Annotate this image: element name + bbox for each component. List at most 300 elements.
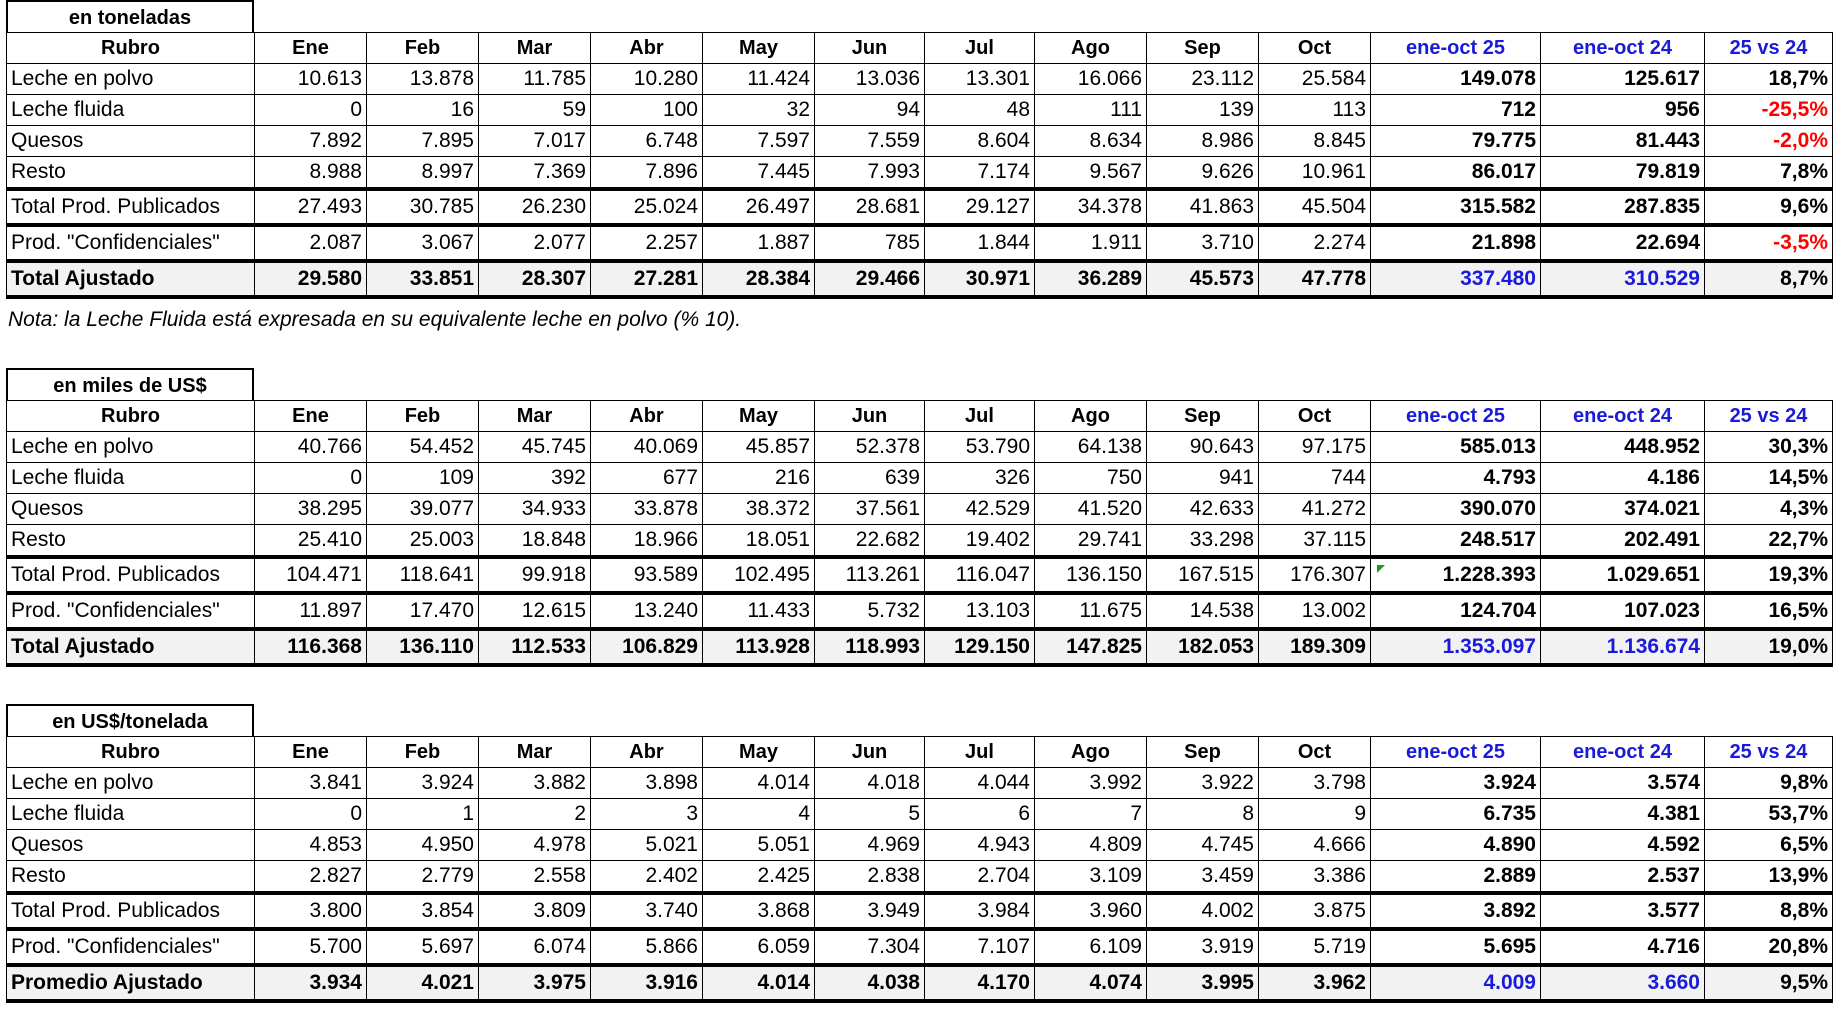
month-value: 45.857 — [703, 432, 815, 463]
month-value: 3.882 — [479, 768, 591, 799]
month-value: 28.681 — [815, 189, 925, 225]
month-value: 45.504 — [1259, 189, 1371, 225]
total-2025: 3.892 — [1371, 893, 1541, 929]
month-value: 2.077 — [479, 225, 591, 261]
table-row — [7, 261, 1833, 297]
month-value: 116.047 — [925, 557, 1035, 593]
column-header: 25 vs 24 — [1705, 737, 1833, 768]
month-value: 7.559 — [815, 126, 925, 157]
column-header: Rubro — [7, 737, 255, 768]
month-value: 7.892 — [255, 126, 367, 157]
month-value: 3.922 — [1147, 768, 1259, 799]
total-2024: 4.592 — [1541, 830, 1705, 861]
month-value: 29.127 — [925, 189, 1035, 225]
month-value: 136.110 — [367, 629, 479, 665]
pct-change: 7,8% — [1705, 157, 1833, 190]
table-row — [7, 965, 1833, 1001]
pct-change: -2,0% — [1705, 126, 1833, 157]
month-value: 2.274 — [1259, 225, 1371, 261]
month-value: 112.533 — [479, 629, 591, 665]
month-value: 10.613 — [255, 64, 367, 95]
month-value: 33.878 — [591, 494, 703, 525]
total-2024: 4.381 — [1541, 799, 1705, 830]
month-value: 7 — [1035, 799, 1147, 830]
month-value: 7.445 — [703, 157, 815, 190]
total-2024: 287.835 — [1541, 189, 1705, 225]
month-value: 7.174 — [925, 157, 1035, 190]
month-value: 41.272 — [1259, 494, 1371, 525]
month-value: 8.988 — [255, 157, 367, 190]
month-value: 3.949 — [815, 893, 925, 929]
unit-label: en miles de US$ — [6, 368, 254, 400]
month-value: 25.584 — [1259, 64, 1371, 95]
month-value: 8.604 — [925, 126, 1035, 157]
month-value: 109 — [367, 463, 479, 494]
month-value: 47.778 — [1259, 261, 1371, 297]
month-value: 4.809 — [1035, 830, 1147, 861]
row-label: Total Ajustado — [7, 629, 255, 665]
month-value: 2.402 — [591, 861, 703, 894]
month-value: 10.280 — [591, 64, 703, 95]
pct-change: 6,5% — [1705, 830, 1833, 861]
month-value: 7.369 — [479, 157, 591, 190]
column-header: Oct — [1259, 33, 1371, 64]
total-2024: 1.029.651 — [1541, 557, 1705, 593]
month-value: 28.307 — [479, 261, 591, 297]
month-value: 116.368 — [255, 629, 367, 665]
row-label: Quesos — [7, 126, 255, 157]
month-value: 13.036 — [815, 64, 925, 95]
column-header: Oct — [1259, 737, 1371, 768]
month-value: 4.014 — [703, 965, 815, 1001]
row-label: Leche fluida — [7, 95, 255, 126]
pct-change: 8,7% — [1705, 261, 1833, 297]
month-value: 106.829 — [591, 629, 703, 665]
month-value: 0 — [255, 95, 367, 126]
table-row — [7, 64, 1833, 95]
month-value: 3.740 — [591, 893, 703, 929]
column-header: Feb — [367, 401, 479, 432]
month-value: 3.960 — [1035, 893, 1147, 929]
total-2024: 1.136.674 — [1541, 629, 1705, 665]
pct-change: 19,3% — [1705, 557, 1833, 593]
month-value: 1 — [367, 799, 479, 830]
total-2024: 107.023 — [1541, 593, 1705, 629]
column-header: Ago — [1035, 737, 1147, 768]
month-value: 16.066 — [1035, 64, 1147, 95]
month-value: 4.950 — [367, 830, 479, 861]
pct-change: 14,5% — [1705, 463, 1833, 494]
pct-change: 9,5% — [1705, 965, 1833, 1001]
month-value: 3.809 — [479, 893, 591, 929]
total-2025: 337.480 — [1371, 261, 1541, 297]
cell-marker-icon — [1377, 565, 1385, 573]
table-row — [7, 95, 1833, 126]
total-2025: 248.517 — [1371, 525, 1541, 558]
month-value: 3.916 — [591, 965, 703, 1001]
month-value: 7.107 — [925, 929, 1035, 965]
total-2024: 4.716 — [1541, 929, 1705, 965]
month-value: 744 — [1259, 463, 1371, 494]
month-value: 18.051 — [703, 525, 815, 558]
month-value: 5.021 — [591, 830, 703, 861]
total-2025: 21.898 — [1371, 225, 1541, 261]
row-label: Resto — [7, 861, 255, 894]
month-value: 8.634 — [1035, 126, 1147, 157]
total-2025: 585.013 — [1371, 432, 1541, 463]
month-value: 4.666 — [1259, 830, 1371, 861]
month-value: 39.077 — [367, 494, 479, 525]
total-2025: 5.695 — [1371, 929, 1541, 965]
pct-change: -3,5% — [1705, 225, 1833, 261]
total-2025: 1.228.393 — [1371, 557, 1541, 593]
total-2025: 124.704 — [1371, 593, 1541, 629]
month-value: 25.024 — [591, 189, 703, 225]
column-header: Abr — [591, 737, 703, 768]
month-value: 40.766 — [255, 432, 367, 463]
month-value: 3.868 — [703, 893, 815, 929]
month-value: 3.984 — [925, 893, 1035, 929]
month-value: 0 — [255, 799, 367, 830]
total-2024: 202.491 — [1541, 525, 1705, 558]
month-value: 2.425 — [703, 861, 815, 894]
table-row — [7, 525, 1833, 558]
month-value: 100 — [591, 95, 703, 126]
total-2024: 22.694 — [1541, 225, 1705, 261]
month-value: 2.779 — [367, 861, 479, 894]
month-value: 4.038 — [815, 965, 925, 1001]
pct-change: 22,7% — [1705, 525, 1833, 558]
pct-change: 8,8% — [1705, 893, 1833, 929]
month-value: 5.719 — [1259, 929, 1371, 965]
month-value: 4.018 — [815, 768, 925, 799]
month-value: 34.933 — [479, 494, 591, 525]
pct-change: 30,3% — [1705, 432, 1833, 463]
month-value: 7.896 — [591, 157, 703, 190]
column-header: ene-oct 24 — [1541, 33, 1705, 64]
month-value: 53.790 — [925, 432, 1035, 463]
column-header: Jun — [815, 401, 925, 432]
table-row — [7, 463, 1833, 494]
month-value: 9 — [1259, 799, 1371, 830]
total-2024: 2.537 — [1541, 861, 1705, 894]
column-header: Mar — [479, 737, 591, 768]
column-header: Ago — [1035, 33, 1147, 64]
month-value: 6.748 — [591, 126, 703, 157]
month-value: 111 — [1035, 95, 1147, 126]
month-value: 2.704 — [925, 861, 1035, 894]
total-2024: 4.186 — [1541, 463, 1705, 494]
month-value: 45.745 — [479, 432, 591, 463]
pct-change: 16,5% — [1705, 593, 1833, 629]
row-label: Resto — [7, 157, 255, 190]
row-label: Total Prod. Publicados — [7, 893, 255, 929]
month-value: 11.675 — [1035, 593, 1147, 629]
table-usd-tonelada — [6, 736, 1833, 1003]
month-value: 33.851 — [367, 261, 479, 297]
month-value: 4.021 — [367, 965, 479, 1001]
month-value: 8.845 — [1259, 126, 1371, 157]
row-label: Leche en polvo — [7, 768, 255, 799]
column-header: Sep — [1147, 33, 1259, 64]
total-2024: 125.617 — [1541, 64, 1705, 95]
month-value: 37.115 — [1259, 525, 1371, 558]
month-value: 11.785 — [479, 64, 591, 95]
month-value: 11.433 — [703, 593, 815, 629]
month-value: 4.853 — [255, 830, 367, 861]
month-value: 4.074 — [1035, 965, 1147, 1001]
table-row — [7, 126, 1833, 157]
column-header: Mar — [479, 401, 591, 432]
pct-change: 9,8% — [1705, 768, 1833, 799]
column-header: May — [703, 401, 815, 432]
month-value: 167.515 — [1147, 557, 1259, 593]
total-2025: 79.775 — [1371, 126, 1541, 157]
column-header: May — [703, 737, 815, 768]
month-value: 3.109 — [1035, 861, 1147, 894]
month-value: 8.997 — [367, 157, 479, 190]
month-value: 3.800 — [255, 893, 367, 929]
month-value: 104.471 — [255, 557, 367, 593]
month-value: 16 — [367, 95, 479, 126]
month-value: 19.402 — [925, 525, 1035, 558]
month-value: 11.897 — [255, 593, 367, 629]
column-header: Ene — [255, 737, 367, 768]
month-value: 36.289 — [1035, 261, 1147, 297]
month-value: 3.962 — [1259, 965, 1371, 1001]
month-value: 2.838 — [815, 861, 925, 894]
month-value: 27.281 — [591, 261, 703, 297]
month-value: 12.615 — [479, 593, 591, 629]
month-value: 25.003 — [367, 525, 479, 558]
month-value: 90.643 — [1147, 432, 1259, 463]
month-value: 13.240 — [591, 593, 703, 629]
month-value: 59 — [479, 95, 591, 126]
pct-change: 18,7% — [1705, 64, 1833, 95]
month-value: 9.626 — [1147, 157, 1259, 190]
total-2024: 3.660 — [1541, 965, 1705, 1001]
column-header: 25 vs 24 — [1705, 33, 1833, 64]
row-label: Total Prod. Publicados — [7, 557, 255, 593]
month-value: 4.943 — [925, 830, 1035, 861]
table-row — [7, 929, 1833, 965]
header-row — [7, 401, 1833, 432]
month-value: 28.384 — [703, 261, 815, 297]
table-miles-usd — [6, 400, 1833, 667]
row-label: Promedio Ajustado — [7, 965, 255, 1001]
pct-change: 19,0% — [1705, 629, 1833, 665]
month-value: 7.597 — [703, 126, 815, 157]
column-header: Ene — [255, 33, 367, 64]
month-value: 94 — [815, 95, 925, 126]
month-value: 4.969 — [815, 830, 925, 861]
total-2024: 956 — [1541, 95, 1705, 126]
pct-change: 20,8% — [1705, 929, 1833, 965]
month-value: 5.700 — [255, 929, 367, 965]
month-value: 42.633 — [1147, 494, 1259, 525]
month-value: 1.911 — [1035, 225, 1147, 261]
month-value: 7.993 — [815, 157, 925, 190]
month-value: 29.580 — [255, 261, 367, 297]
column-header: Jul — [925, 33, 1035, 64]
month-value: 113.261 — [815, 557, 925, 593]
total-2025: 149.078 — [1371, 64, 1541, 95]
month-value: 4.978 — [479, 830, 591, 861]
table-row — [7, 830, 1833, 861]
month-value: 27.493 — [255, 189, 367, 225]
column-header: Feb — [367, 33, 479, 64]
column-header: ene-oct 25 — [1371, 33, 1541, 64]
month-value: 3.386 — [1259, 861, 1371, 894]
column-header: Jul — [925, 401, 1035, 432]
month-value: 9.567 — [1035, 157, 1147, 190]
month-value: 2.257 — [591, 225, 703, 261]
month-value: 13.002 — [1259, 593, 1371, 629]
column-header: Mar — [479, 33, 591, 64]
month-value: 14.538 — [1147, 593, 1259, 629]
month-value: 129.150 — [925, 629, 1035, 665]
month-value: 13.301 — [925, 64, 1035, 95]
row-label: Prod. "Confidenciales" — [7, 225, 255, 261]
month-value: 7.017 — [479, 126, 591, 157]
total-2025: 86.017 — [1371, 157, 1541, 190]
month-value: 93.589 — [591, 557, 703, 593]
month-value: 5.732 — [815, 593, 925, 629]
month-value: 216 — [703, 463, 815, 494]
total-2025: 712 — [1371, 95, 1541, 126]
column-header: May — [703, 33, 815, 64]
table-row — [7, 861, 1833, 894]
column-header: Oct — [1259, 401, 1371, 432]
month-value: 13.878 — [367, 64, 479, 95]
column-header: Rubro — [7, 401, 255, 432]
pct-change: 9,6% — [1705, 189, 1833, 225]
month-value: 3.919 — [1147, 929, 1259, 965]
total-2025: 4.793 — [1371, 463, 1541, 494]
column-header: Abr — [591, 401, 703, 432]
month-value: 18.848 — [479, 525, 591, 558]
month-value: 13.103 — [925, 593, 1035, 629]
month-value: 189.309 — [1259, 629, 1371, 665]
column-header: Rubro — [7, 33, 255, 64]
month-value: 6.059 — [703, 929, 815, 965]
month-value: 38.372 — [703, 494, 815, 525]
month-value: 52.378 — [815, 432, 925, 463]
month-value: 99.918 — [479, 557, 591, 593]
month-value: 750 — [1035, 463, 1147, 494]
row-label: Total Ajustado — [7, 261, 255, 297]
month-value: 7.895 — [367, 126, 479, 157]
month-value: 3.898 — [591, 768, 703, 799]
month-value: 4.014 — [703, 768, 815, 799]
month-value: 45.573 — [1147, 261, 1259, 297]
month-value: 41.863 — [1147, 189, 1259, 225]
month-value: 25.410 — [255, 525, 367, 558]
month-value: 941 — [1147, 463, 1259, 494]
column-header: ene-oct 25 — [1371, 401, 1541, 432]
column-header: Jun — [815, 33, 925, 64]
header-row — [7, 737, 1833, 768]
column-header: Feb — [367, 737, 479, 768]
month-value: 34.378 — [1035, 189, 1147, 225]
month-value: 3.798 — [1259, 768, 1371, 799]
row-label: Quesos — [7, 830, 255, 861]
column-header: Ago — [1035, 401, 1147, 432]
table-row — [7, 629, 1833, 665]
total-2025: 6.735 — [1371, 799, 1541, 830]
month-value: 3.710 — [1147, 225, 1259, 261]
total-2025: 2.889 — [1371, 861, 1541, 894]
month-value: 7.304 — [815, 929, 925, 965]
column-header: ene-oct 24 — [1541, 737, 1705, 768]
month-value: 3.924 — [367, 768, 479, 799]
column-header: ene-oct 25 — [1371, 737, 1541, 768]
month-value: 5.697 — [367, 929, 479, 965]
month-value: 639 — [815, 463, 925, 494]
month-value: 18.966 — [591, 525, 703, 558]
month-value: 136.150 — [1035, 557, 1147, 593]
row-label: Quesos — [7, 494, 255, 525]
month-value: 11.424 — [703, 64, 815, 95]
column-header: Jun — [815, 737, 925, 768]
month-value: 147.825 — [1035, 629, 1147, 665]
unit-label: en toneladas — [6, 0, 254, 32]
month-value: 785 — [815, 225, 925, 261]
total-2024: 3.574 — [1541, 768, 1705, 799]
total-2024: 81.443 — [1541, 126, 1705, 157]
month-value: 30.971 — [925, 261, 1035, 297]
month-value: 102.495 — [703, 557, 815, 593]
month-value: 6.074 — [479, 929, 591, 965]
month-value: 23.112 — [1147, 64, 1259, 95]
month-value: 3.875 — [1259, 893, 1371, 929]
month-value: 64.138 — [1035, 432, 1147, 463]
pct-change: 53,7% — [1705, 799, 1833, 830]
month-value: 182.053 — [1147, 629, 1259, 665]
month-value: 3.841 — [255, 768, 367, 799]
month-value: 17.470 — [367, 593, 479, 629]
month-value: 41.520 — [1035, 494, 1147, 525]
table-toneladas — [6, 32, 1833, 299]
total-2024: 79.819 — [1541, 157, 1705, 190]
month-value: 176.307 — [1259, 557, 1371, 593]
month-value: 5 — [815, 799, 925, 830]
column-header: Jul — [925, 737, 1035, 768]
total-2024: 3.577 — [1541, 893, 1705, 929]
row-label: Prod. "Confidenciales" — [7, 593, 255, 629]
month-value: 26.497 — [703, 189, 815, 225]
month-value: 1.844 — [925, 225, 1035, 261]
month-value: 3.854 — [367, 893, 479, 929]
month-value: 1.887 — [703, 225, 815, 261]
month-value: 3.975 — [479, 965, 591, 1001]
row-label: Resto — [7, 525, 255, 558]
month-value: 3.992 — [1035, 768, 1147, 799]
table-row — [7, 768, 1833, 799]
column-header: Sep — [1147, 401, 1259, 432]
month-value: 40.069 — [591, 432, 703, 463]
month-value: 6.109 — [1035, 929, 1147, 965]
month-value: 29.741 — [1035, 525, 1147, 558]
pct-change: -25,5% — [1705, 95, 1833, 126]
month-value: 677 — [591, 463, 703, 494]
table-row — [7, 189, 1833, 225]
total-2025: 1.353.097 — [1371, 629, 1541, 665]
pct-change: 13,9% — [1705, 861, 1833, 894]
month-value: 0 — [255, 463, 367, 494]
pct-change: 4,3% — [1705, 494, 1833, 525]
month-value: 2.087 — [255, 225, 367, 261]
